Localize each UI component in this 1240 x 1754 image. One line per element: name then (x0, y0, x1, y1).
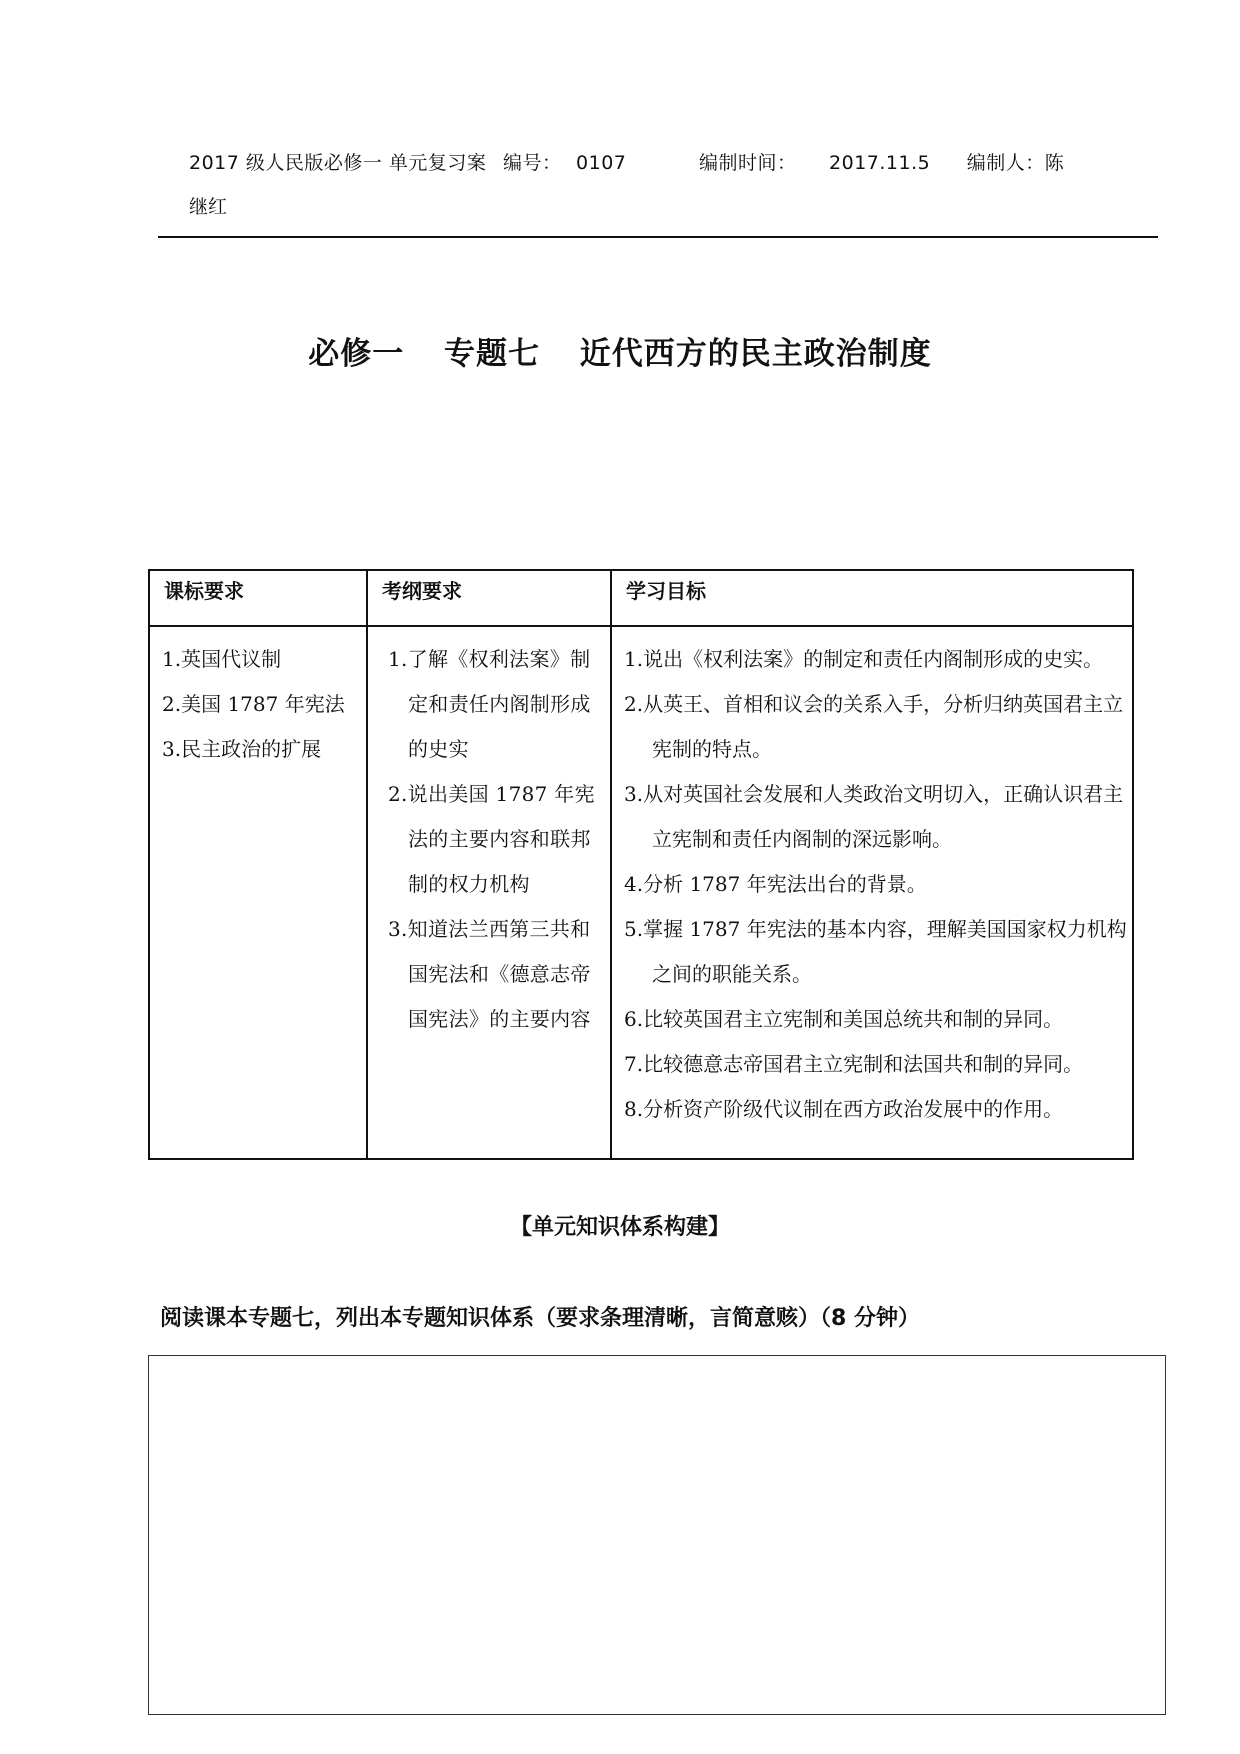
curriculum-item: 1.英国代议制 (162, 647, 282, 671)
objective-item: 2.从英王、首相和议会的关系入手，分析归纳英国君主立宪制的特点。 (624, 692, 1124, 761)
header-date: 2017.11.5 (829, 152, 931, 174)
header-author-label: 编制人：陈 (966, 152, 1065, 174)
syllabus-item: 2.说出美国 1787 年宪法的主要内容和联邦制的权力机构 (388, 782, 595, 896)
syllabus-cell (367, 626, 611, 1159)
objective-item: 4.分析 1787 年宪法出台的背景。 (624, 872, 927, 896)
objectives-cell (611, 626, 1133, 1159)
curriculum-item: 2.美国 1787 年宪法 (162, 692, 345, 716)
syllabus-item: 3.知道法兰西第三共和国宪法和《德意志帝国宪法》的主要内容 (388, 917, 591, 1031)
header-author-continued: 继红 (189, 196, 228, 218)
header-date-label: 编制时间： (698, 152, 797, 174)
objective-item: 1.说出《权利法案》的制定和责任内阁制形成的史实。 (624, 647, 1104, 671)
title-part-2: 专题七 (444, 336, 540, 372)
header-series: 2017 级人民版必修一 单元复习案 (189, 152, 487, 174)
section-title: 【单元知识体系构建】 (509, 1215, 730, 1240)
instruction-text: 阅读课本专题七，列出本专题知识体系（要求条理清晰，言简意赅）（8 分钟） (160, 1306, 920, 1331)
objective-item: 8.分析资产阶级代议制在西方政治发展中的作用。 (624, 1097, 1064, 1121)
header-curriculum: 课标要求 (149, 570, 367, 626)
header-syllabus: 考纲要求 (367, 570, 611, 626)
curriculum-cell (149, 626, 367, 1159)
document-header (189, 148, 1064, 175)
header-divider (158, 236, 1158, 238)
curriculum-item: 3.民主政治的扩展 (162, 737, 322, 761)
table-body-row (149, 626, 1133, 1159)
objective-item: 5.掌握 1787 年宪法的基本内容，理解美国国家权力机构之间的职能关系。 (624, 917, 1127, 986)
page-title (0, 328, 1240, 373)
title-part-1: 必修一 (308, 336, 405, 372)
syllabus-item: 1.了解《权利法案》制定和责任内阁制形成的史实 (388, 647, 591, 761)
objective-item: 7.比较德意志帝国君主立宪制和法国共和制的异同。 (624, 1052, 1084, 1076)
objective-item: 6.比较英国君主立宪制和美国总统共和制的异同。 (624, 1007, 1064, 1031)
title-part-3: 近代西方的民主政治制度 (579, 336, 932, 372)
header-objectives: 学习目标 (611, 570, 1133, 626)
requirements-table (148, 569, 1134, 1160)
answer-box[interactable] (148, 1355, 1166, 1715)
table-header-row (149, 570, 1133, 626)
objective-item: 3.从对英国社会发展和人类政治文明切入，正确认识君主立宪制和责任内阁制的深远影响。 (624, 782, 1124, 851)
header-number: 0107 (576, 152, 627, 174)
header-number-label: 编号： (502, 152, 562, 174)
